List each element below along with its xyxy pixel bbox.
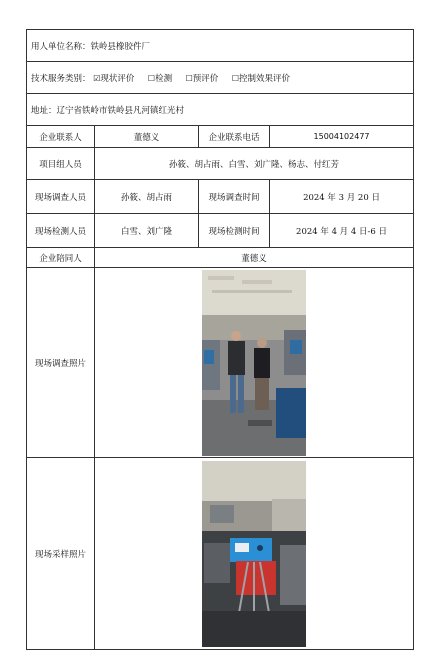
row-survey-photo bbox=[27, 268, 414, 458]
address-label: 地址： bbox=[31, 105, 57, 116]
option-status-assessment[interactable]: ☑现状评价 bbox=[93, 73, 135, 84]
survey-photo-cell bbox=[95, 268, 414, 458]
row-service-type bbox=[27, 62, 414, 94]
team-value: 孙筱、胡占雨、白雪、刘广隆、杨志、付红芳 bbox=[95, 148, 414, 180]
survey-label: 现场调查人员 bbox=[27, 180, 95, 214]
form-sheet bbox=[26, 29, 413, 662]
checkbox-icon: ☐ bbox=[147, 73, 156, 83]
phone-label: 企业联系电话 bbox=[199, 126, 270, 148]
employer-label: 用人单位名称： bbox=[31, 41, 91, 52]
employer-value: 铁岭县橡胶件厂 bbox=[90, 41, 151, 52]
detect-time-value: 2024 年 4 月 4 日-6 日 bbox=[270, 214, 414, 248]
survey-photo-label: 现场调查照片 bbox=[27, 268, 95, 458]
row-team bbox=[27, 148, 414, 180]
detect-label: 现场检测人员 bbox=[27, 214, 95, 248]
escort-value: 董德义 bbox=[95, 248, 414, 268]
escort-label: 企业陪同人 bbox=[27, 248, 95, 268]
row-contact bbox=[27, 126, 414, 148]
sampling-photo-label: 现场采样照片 bbox=[27, 458, 95, 650]
checked-box-icon: ☑ bbox=[93, 73, 101, 83]
sampling-photo-cell bbox=[95, 458, 414, 650]
survey-value: 孙筱、胡占雨 bbox=[95, 180, 199, 214]
option-detection[interactable]: ☐检测 bbox=[147, 73, 173, 84]
team-label: 项目组人员 bbox=[27, 148, 95, 180]
checkbox-icon: ☐ bbox=[185, 73, 193, 83]
address-value: 辽宁省铁岭市铁岭县凡河镇红光村 bbox=[56, 105, 185, 116]
row-escort bbox=[27, 248, 414, 268]
service-type-cell bbox=[27, 62, 414, 94]
sampling-photo bbox=[202, 461, 306, 647]
phone-value: 15004102477 bbox=[270, 126, 414, 148]
row-detection bbox=[27, 214, 414, 248]
checkbox-icon: ☐ bbox=[231, 73, 239, 83]
detect-value: 白雪、刘广隆 bbox=[95, 214, 199, 248]
info-table bbox=[26, 29, 414, 650]
address-cell bbox=[27, 94, 414, 126]
contact-label: 企业联系人 bbox=[27, 126, 95, 148]
option-pre-assessment[interactable]: ☐预评价 bbox=[185, 73, 219, 84]
contact-value: 董德义 bbox=[95, 126, 199, 148]
row-address bbox=[27, 94, 414, 126]
survey-photo bbox=[202, 270, 306, 456]
survey-time-label: 现场调查时间 bbox=[199, 180, 270, 214]
employer-cell bbox=[27, 30, 414, 62]
row-sampling-photo bbox=[27, 458, 414, 650]
detect-time-label: 现场检测时间 bbox=[199, 214, 270, 248]
row-survey bbox=[27, 180, 414, 214]
row-employer bbox=[27, 30, 414, 62]
service-type-label: 技术服务类别： bbox=[31, 73, 91, 84]
option-control-effect[interactable]: ☐控制效果评价 bbox=[231, 73, 291, 84]
survey-time-value: 2024 年 3 月 20 日 bbox=[270, 180, 414, 214]
